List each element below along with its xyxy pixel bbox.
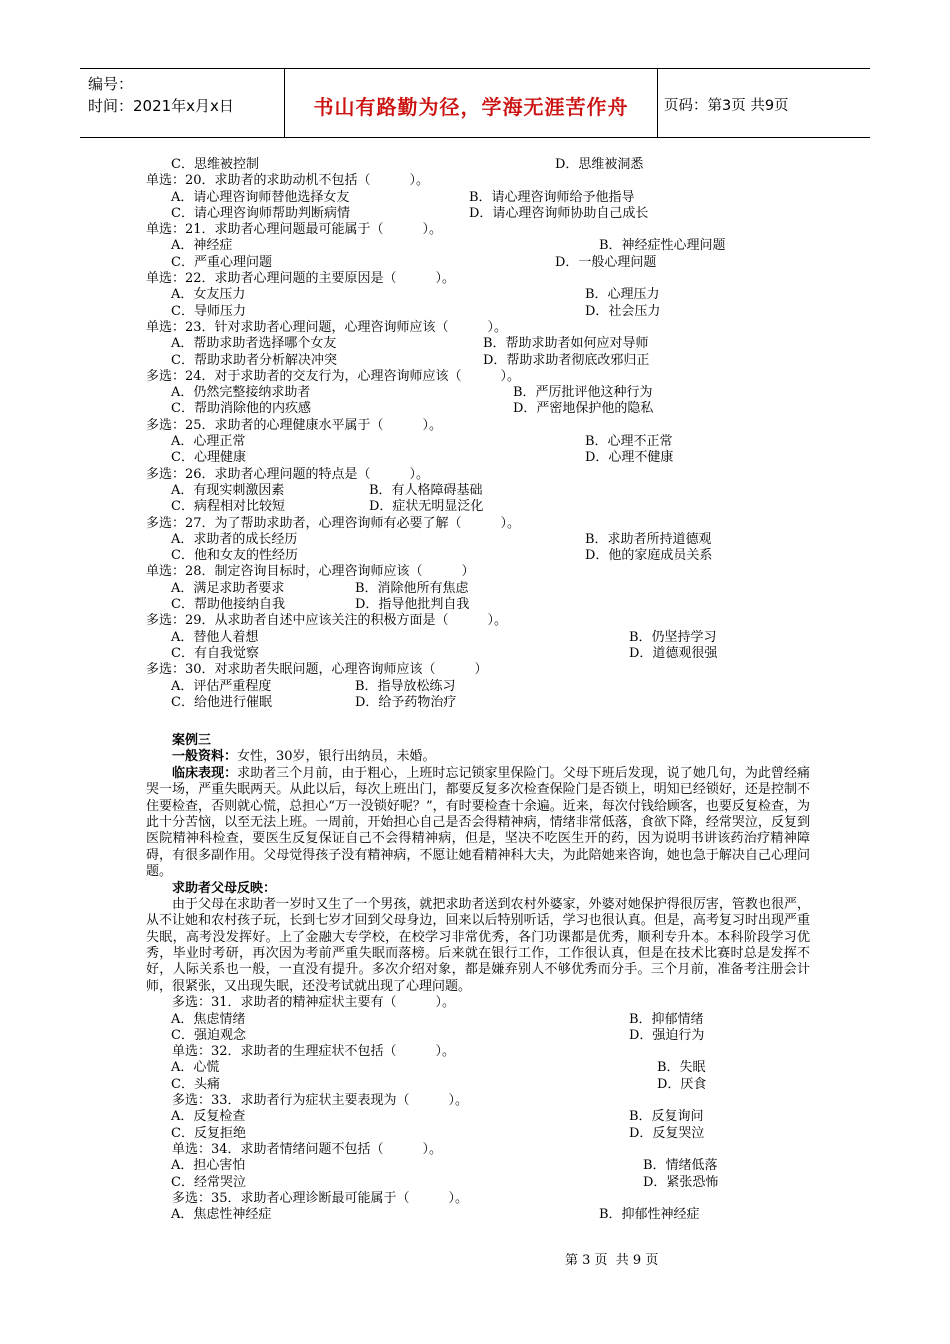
- option-b-d: B．指导放松练习: [355, 678, 456, 694]
- option-row: [146, 1126, 826, 1142]
- question-stem: 多选：33．求助者行为症状主要表现为（ ）。: [172, 1093, 469, 1109]
- option-b-d: D．严密地保护他的隐私: [513, 401, 654, 417]
- parents-label: 求助者父母反映：: [172, 880, 277, 896]
- option-a-c: A．请心理咨询师替他选择女友: [171, 189, 350, 205]
- option-row: [146, 532, 826, 548]
- question-stem: 多选：31．求助者的精神症状主要有（ ）。: [172, 995, 456, 1011]
- question-stem: 单选：22．求助者心理问题的主要原因是（ ）。: [146, 271, 456, 287]
- option-a-c: A．满足求助者要求: [171, 580, 285, 596]
- question-stem: 多选：25．求助者的心理健康水平属于（ ）。: [146, 417, 443, 433]
- question-block-1: [146, 157, 826, 711]
- option-a-c: A．有现实刺激因素: [171, 482, 285, 498]
- option-row: [146, 385, 826, 401]
- option-a-c: C．请心理咨询师帮助判断病情: [171, 205, 350, 221]
- option-b-d: B．有人格障碍基础: [369, 482, 483, 498]
- option-b-d: B．抑郁情绪: [629, 1011, 704, 1027]
- option-row: [146, 450, 826, 466]
- option-b-d: D．社会压力: [585, 303, 661, 319]
- question-stem: 单选：28．制定咨询目标时，心理咨询师应该（ ）: [146, 564, 475, 580]
- option-row: [146, 157, 826, 173]
- option-b-d: D．一般心理问题: [555, 254, 657, 270]
- option-b-d: D．给予药物治疗: [355, 694, 457, 710]
- option-a-c: C．经常哭泣: [171, 1174, 246, 1190]
- page-footer: 第 3 页 共 9 页: [565, 1253, 659, 1268]
- option-b-d: D．反复哭泣: [629, 1125, 705, 1141]
- general-label: 一般资料：: [172, 749, 238, 765]
- question-stem: 单选：21．求助者心理问题最可能属于（ ）。: [146, 222, 443, 238]
- question-stem: 多选：29．从求助者自述中应该关注的积极方面是（ ）。: [146, 613, 508, 629]
- option-b-d: D．指导他批判自我: [355, 597, 470, 613]
- option-a-c: C．反复拒绝: [171, 1125, 246, 1141]
- option-row: [146, 581, 826, 597]
- option-b-d: D．紧张恐怖: [643, 1174, 719, 1190]
- option-b-d: B．神经症性心理问题: [599, 238, 726, 254]
- option-row: [146, 401, 826, 417]
- option-a-c: A．心理正常: [171, 434, 246, 450]
- option-a-c: A．反复检查: [171, 1109, 246, 1125]
- option-a-c: C．心理健康: [171, 450, 246, 466]
- option-row: [146, 548, 826, 564]
- option-b-d: B．心理不正常: [585, 434, 673, 450]
- option-b-d: B．失眠: [657, 1060, 706, 1076]
- option-a-c: C．他和女友的性经历: [171, 548, 298, 564]
- option-a-c: A．心慌: [171, 1060, 220, 1076]
- option-a-c: C．强迫观念: [171, 1027, 246, 1043]
- option-a-c: A．担心害怕: [171, 1158, 246, 1174]
- option-row: [146, 1207, 826, 1223]
- option-row: [146, 483, 826, 499]
- option-a-c: A．帮助求助者选择哪个女友: [171, 336, 337, 352]
- option-a-c: C．严重心理问题: [171, 254, 272, 270]
- option-b-d: D．请心理咨询师协助自己成长: [469, 205, 649, 221]
- parents-text: 由于父母在求助者一岁时又生了一个男孩，就把求助者送到农村外婆家，外婆对她保护得很厉害，管教也很严，从不让她和农村孩子玩，长到七岁才回到父母身边，回来以后特别听话，学习也很认真。但是，高考复习时出现严重失眠，高考没发挥好。上了金融大专学校，在校学习非常优秀，各门功课都是优秀，顺利专升本。本科阶段学习优秀，毕业时考研，再次因为考前严重失眠而落榜。后来就在银行工作，工作很认真，但是在技术比赛时总是发挥不好，人际关系也一般，一直没有提升。多次介绍对象，都是嫌弃别人不够优秀而分手。三个月前，准备考注册会计师，很紧张，又出现失眠，还没考试就出现了心理问题。: [146, 896, 810, 994]
- question-block-2: [146, 995, 826, 1223]
- option-a-c: A．神经症: [171, 238, 233, 254]
- option-row: [146, 206, 826, 222]
- option-a-c: C．帮助他接纳自我: [171, 597, 285, 613]
- option-b-d: D．帮助求助者彻底改邪归正: [483, 352, 650, 368]
- option-row: [146, 1012, 826, 1028]
- option-b-d: B．请心理咨询师给予他指导: [469, 189, 635, 205]
- option-row: [146, 255, 826, 271]
- option-a-c: A．替他人着想: [171, 629, 259, 645]
- option-a-c: C．帮助求助者分析解决冲突: [171, 352, 337, 368]
- option-row: [146, 1175, 826, 1191]
- option-b-d: B．消除他所有焦虑: [355, 580, 469, 596]
- option-row: [146, 1109, 826, 1125]
- question-stem: 多选：27．为了帮助求助者，心理咨询师有必要了解（ ）。: [146, 515, 521, 531]
- header-divider: [657, 69, 658, 137]
- option-b-d: B．严厉批评他这种行为: [513, 385, 653, 401]
- option-b-d: D．心理不健康: [585, 450, 674, 466]
- option-b-d: D．思维被洞悉: [555, 157, 644, 172]
- case3-section: [146, 733, 826, 995]
- option-b-d: D．症状无明显泛化: [369, 499, 484, 515]
- option-row: [146, 1077, 826, 1093]
- option-row: [146, 434, 826, 450]
- question-stem: 单选：32．求助者的生理症状不包括（ ）。: [172, 1044, 456, 1060]
- option-b-d: B．情绪低落: [643, 1158, 718, 1174]
- option-row: [146, 1028, 826, 1044]
- option-a-c: C．思维被控制: [171, 157, 259, 172]
- clinical-text: 求助者三个月前，由于粗心，上班时忘记锁家里保险门。父母下班后发现，说了她几句，为此曾经痛哭一场，严重失眠两天。从此以后，每次上班出门，都要反复多次检查保险门是否锁上，明知已经锁好，还是控制不住要检查，否则就心慌，总担心“万一没锁好呢？”，有时要检查十余遍。近来，每次付钱给顾客，也要反复检查，为此十分苦恼，以至无法上班。一周前，开始担心自己是否会得精神病，情绪非常低落，食欲下降，经常哭泣，反复到医院精神科检查，要医生反复保证自己不会得精神病，但是，坚决不吃医生开的药，因为说明书讲该药治疗精神障碍，有很多副作用。父母觉得孩子没有精神病，不愿让她看精神科大夫，为此陪她来咨询，她也急于解决自己心理问题。: [146, 765, 810, 880]
- option-a-c: C．有自我觉察: [171, 645, 259, 661]
- option-a-c: C．给他进行催眠: [171, 694, 272, 710]
- option-row: [146, 679, 826, 695]
- option-row: [146, 695, 826, 711]
- general-text: 女性，30岁，银行出纳员，未婚。: [237, 749, 436, 765]
- question-stem: 多选：30．对求助者失眠问题，心理咨询师应该（ ）: [146, 662, 488, 678]
- option-a-c: A．评估严重程度: [171, 678, 272, 694]
- option-a-c: C．导师压力: [171, 303, 246, 319]
- option-a-c: C．病程相对比较短: [171, 499, 285, 515]
- case3-parents: [146, 897, 810, 995]
- option-b-d: B．心理压力: [585, 287, 660, 303]
- question-stem: 多选：35．求助者心理诊断最可能属于（ ）。: [172, 1190, 469, 1206]
- question-stem: 单选：23．针对求助者心理问题，心理咨询师应该（ ）。: [146, 319, 508, 335]
- option-row: [146, 287, 826, 303]
- option-b-d: D．厌食: [657, 1076, 707, 1092]
- header-motto: 书山有路勤为径，学海无涯苦作舟: [313, 95, 629, 119]
- option-a-c: A．焦虑性神经症: [171, 1207, 272, 1223]
- option-row: [146, 336, 826, 352]
- header-page-number: 页码：第3页 共9页: [664, 98, 789, 114]
- case3-title: 案例三: [172, 733, 212, 749]
- option-b-d: B．求助者所持道德观: [585, 531, 712, 547]
- option-row: [146, 1060, 826, 1076]
- option-row: [146, 499, 826, 515]
- option-b-d: D．他的家庭成员关系: [585, 548, 713, 564]
- header-date: 时间：2021年x月x日: [88, 97, 234, 115]
- document-body: [146, 157, 826, 1223]
- option-a-c: A．女友压力: [171, 287, 246, 303]
- option-b-d: D．道德观很强: [629, 645, 718, 661]
- option-row: [146, 597, 826, 613]
- option-b-d: B．反复询问: [629, 1109, 704, 1125]
- option-b-d: B．仍坚持学习: [629, 629, 717, 645]
- clinical-label: 临床表现：: [172, 765, 238, 781]
- option-row: [146, 646, 826, 662]
- option-row: [146, 238, 826, 254]
- case3-clinical: [146, 766, 810, 881]
- option-a-c: A．焦虑情绪: [171, 1011, 246, 1027]
- question-stem: 多选：24．对于求助者的交友行为，心理咨询师应该（ ）。: [146, 368, 521, 384]
- option-row: [146, 190, 826, 206]
- question-stem: 单选：34．求助者情绪问题不包括（ ）。: [172, 1141, 443, 1157]
- option-row: [146, 353, 826, 369]
- page-header: [80, 68, 870, 138]
- option-a-c: C．帮助消除他的内疚感: [171, 401, 311, 417]
- header-number: 编号：: [88, 75, 134, 93]
- option-b-d: B．帮助求助者如何应对导师: [483, 336, 649, 352]
- option-row: [146, 630, 826, 646]
- header-meta: [88, 73, 234, 117]
- option-b-d: B．抑郁性神经症: [599, 1207, 700, 1223]
- question-stem: 单选：20．求助者的求助动机不包括（ ）。: [146, 173, 430, 189]
- case3-general: [146, 749, 826, 765]
- option-row: [146, 1158, 826, 1174]
- option-a-c: C．头痛: [171, 1076, 220, 1092]
- option-a-c: A．仍然完整接纳求助者: [171, 385, 311, 401]
- option-row: [146, 304, 826, 320]
- option-b-d: D．强迫行为: [629, 1027, 705, 1043]
- question-stem: 多选：26．求助者心理问题的特点是（ ）。: [146, 466, 430, 482]
- option-a-c: A．求助者的成长经历: [171, 531, 298, 547]
